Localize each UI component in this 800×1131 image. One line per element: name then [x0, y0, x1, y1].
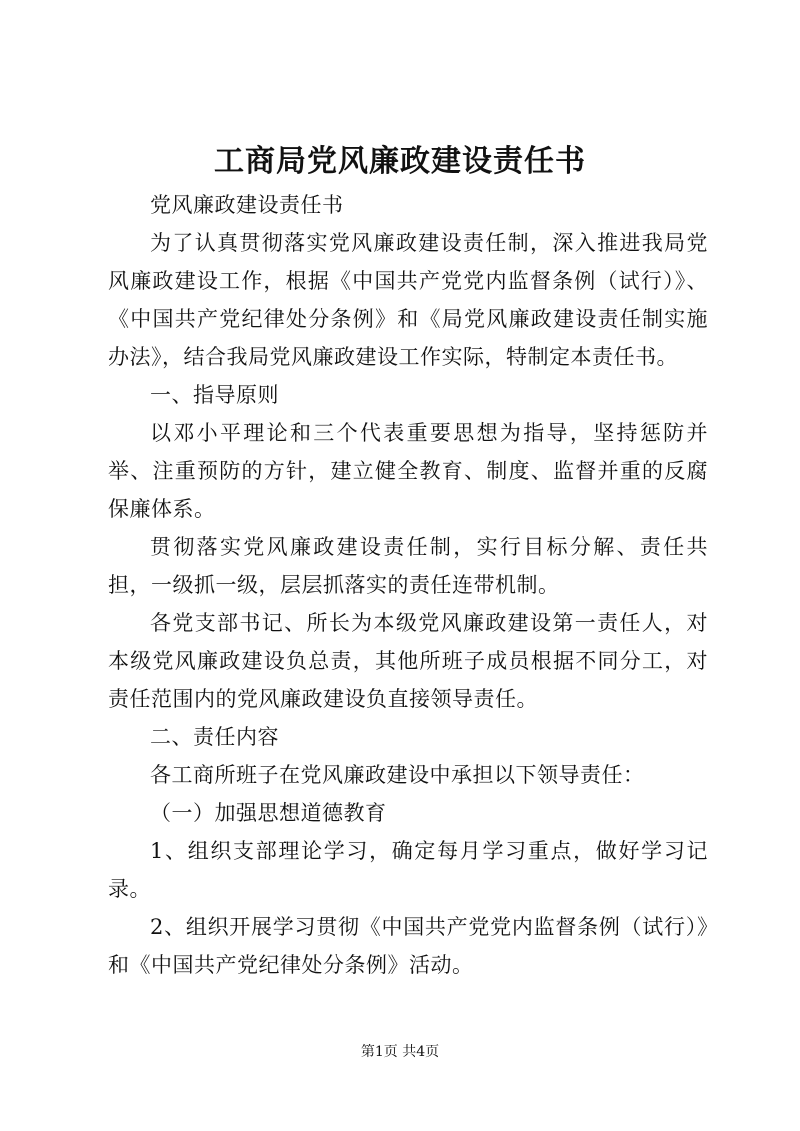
- section-heading-responsibilities: 二、责任内容: [150, 725, 279, 749]
- document-title: 工商局党风廉政建设责任书: [214, 144, 586, 179]
- paragraph-principle-2: 贯彻落实党风廉政建设责任制，实行目标分解、责任共担，一级抓一级，层层抓落实的责任连带机制。: [108, 535, 708, 597]
- page-number-footer: 第1页 共4页: [360, 1044, 440, 1060]
- paragraph-principle-1: 以邓小平理论和三个代表重要思想为指导，坚持惩防并举、注重预防的方针，建立健全教育、制度、监督并重的反腐保廉体系。: [108, 421, 708, 521]
- list-item-1: 1、组织支部理论学习，确定每月学习重点，做好学习记录。: [108, 839, 708, 901]
- list-item-2: 2、组织开展学习贯彻《中国共产党党内监督条例（试行）》和《中国共产党纪律处分条例》活动。: [108, 915, 708, 977]
- document-body: [108, 186, 708, 984]
- paragraph-responsibility-intro: 各工商所班子在党风廉政建设中承担以下领导责任：: [150, 763, 645, 787]
- subsection-heading-moral-education: （一）加强思想道德教育: [150, 801, 387, 825]
- paragraph-principle-3: 各党支部书记、所长为本级党风廉政建设第一责任人，对本级党风廉政建设负总责，其他所班子成员根据不同分工，对责任范围内的党风廉政建设负直接领导责任。: [108, 611, 708, 711]
- paragraph-intro: 为了认真贯彻落实党风廉政建设责任制，深入推进我局党风廉政建设工作，根据《中国共产党党内监督条例（试行）》、《中国共产党纪律处分条例》和《局党风廉政建设责任制实施办法》，结合我局党风廉政建设工作实际，特制定本责任书。: [108, 231, 708, 369]
- paragraph-subtitle: 党风廉政建设责任书: [150, 193, 344, 217]
- section-heading-guiding-principles: 一、指导原则: [150, 383, 279, 407]
